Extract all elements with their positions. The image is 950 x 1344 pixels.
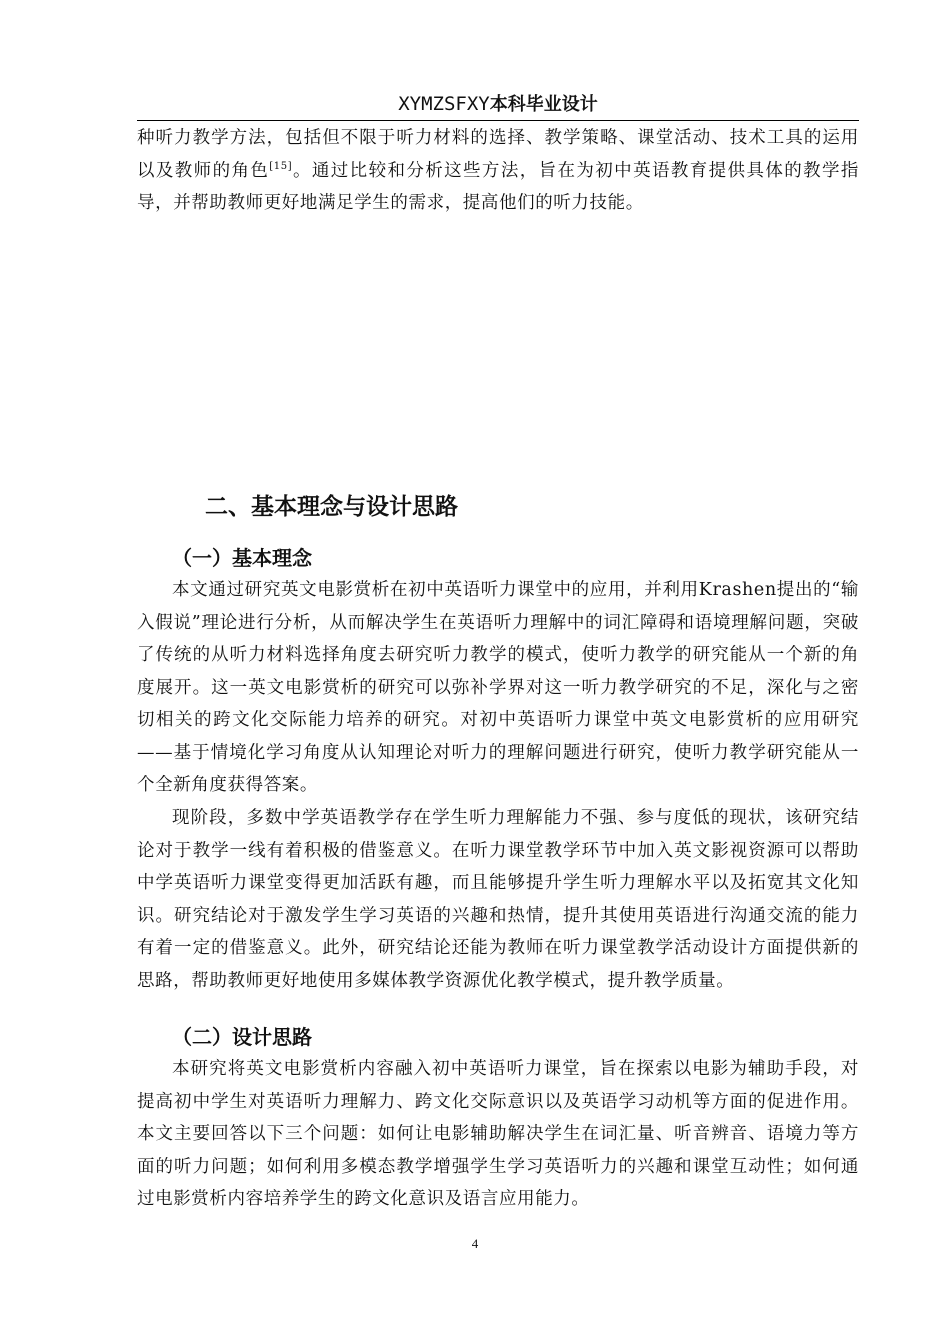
basic-concept-paragraph-2: 现阶段，多数中学英语教学存在学生听力理解能力不强、参与度低的现状，该研究结论对于教学一线有着积极的借鉴意义。在听力课堂教学环节中加入英文影视资源可以帮助中学英语听力课堂变得更加活跃有趣，而且能够提升学生听力理解水平以及拓宽其文化知识。研究结论对于激发学生学习英语的兴趣和热情，提升其使用英语进行沟通交流的能力有着一定的借鉴意义。此外，研究结论还能为教师在听力课堂教学活动设计方面提供新的思路，帮助教师更好地使用多媒体教学资源优化教学模式，提升教学质量。 [137, 808, 859, 991]
top-paragraph-text-continued: 。通过比较和分析这些方法，旨在为初中英语教育提供具体的教学指导，并帮助教师更好地满足学生的需求，提高他们的听力技能。 [137, 160, 860, 213]
top-paragraph-text: 种听力教学方法，包括但不限于听力材料的选择、教学策略、课堂活动、技术工具的运用以及教师的角色 [137, 128, 859, 181]
section-title: 二、基本理念与设计思路 [205, 494, 458, 520]
basic-concept-paragraph-1: 本文通过研究英文电影赏析在初中英语听力课堂中的应用，并利用Krashen提出的“输入假说”理论进行分析，从而解决学生在英语听力理解中的词汇障碍和语境理解问题，突破了传统的从听力材料选择角度去研究听力教学的模式，使听力教学的研究能从一个新的角度展开。这一英文电影赏析的研究可以弥补学界对这一听力教学研究的不足，深化与之密切相关的跨文化交际能力培养的研究。对初中英语听力课堂中英文电影赏析的应用研究——基于情境化学习角度从认知理论对听力的理解问题进行研究，使听力教学研究能从一个全新角度获得答案。 [137, 580, 859, 795]
citation-marker: [15] [269, 160, 293, 172]
header-code: XYMZSFXY [398, 93, 490, 115]
top-paragraph [137, 122, 859, 220]
page-number: 4 [471, 1236, 479, 1251]
subsection-title-design-approach: （二）设计思路 [172, 1025, 312, 1049]
design-approach-paragraph-1: 本研究将英文电影赏析内容融入初中英语听力课堂，旨在探索以电影为辅助手段，对提高初中学生对英语听力理解力、跨文化交际意识以及英语学习动机等方面的促进作用。本文主要回答以下三个问题：如何让电影辅助解决学生在词汇量、听音辨音、语境力等方面的听力问题；如何利用多模态教学增强学生学习英语听力的兴趣和课堂互动性；如何通过电影赏析内容培养学生的跨文化意识及语言应用能力。 [137, 1059, 859, 1209]
header-label: 本科毕业设计 [489, 94, 598, 115]
page-header [137, 90, 859, 121]
subsection-title-basic-concept: （一）基本理念 [172, 546, 312, 570]
